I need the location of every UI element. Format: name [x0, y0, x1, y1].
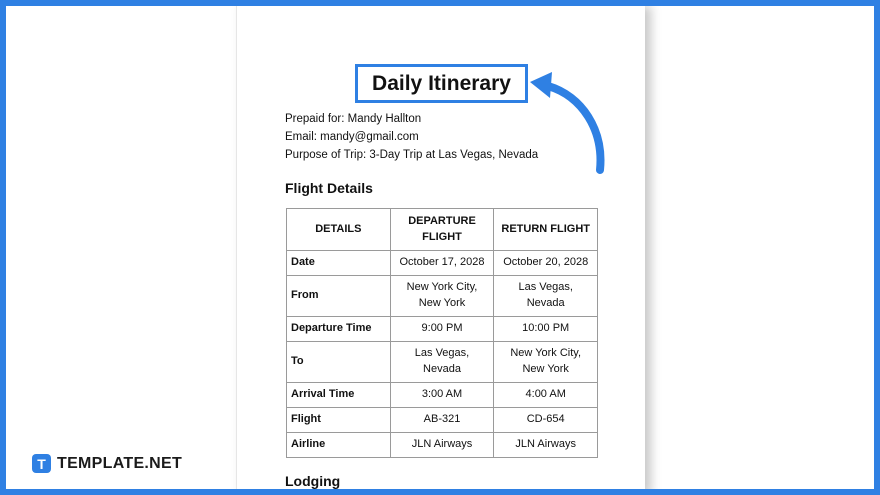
row-label: Arrival Time — [287, 383, 391, 408]
table-header-cell: RETURN FLIGHT — [494, 209, 598, 251]
template-net-logo — [32, 454, 182, 473]
purpose-line: Purpose of Trip: 3-Day Trip at Las Vegas, Nevada — [285, 149, 539, 161]
table-row — [287, 433, 598, 458]
lodging-heading: Lodging — [285, 473, 341, 489]
table-cell: 9:00 PM — [390, 317, 494, 342]
document-title: Daily Itinerary — [355, 64, 528, 103]
table-cell: 3:00 AM — [390, 383, 494, 408]
logo-text: TEMPLATE.NET — [57, 454, 183, 472]
table-header-cell: DEPARTURE FLIGHT — [390, 209, 494, 251]
row-label: From — [287, 276, 391, 317]
table-cell: CD-654 — [494, 408, 598, 433]
table-header-row — [287, 209, 598, 251]
row-label: Departure Time — [287, 317, 391, 342]
table-row — [287, 317, 598, 342]
flight-details-table — [286, 208, 598, 458]
row-label: Airline — [287, 433, 391, 458]
table-header-cell: DETAILS — [287, 209, 391, 251]
table-cell: JLN Airways — [390, 433, 494, 458]
row-label: Date — [287, 251, 391, 276]
table-cell: Las Vegas, Nevada — [390, 342, 494, 383]
row-label: Flight — [287, 408, 391, 433]
table-cell: Las Vegas, Nevada — [494, 276, 598, 317]
table-cell: October 20, 2028 — [494, 251, 598, 276]
table-cell: New York City, New York — [390, 276, 494, 317]
table-cell: AB-321 — [390, 408, 494, 433]
table-cell: JLN Airways — [494, 433, 598, 458]
row-label: To — [287, 342, 391, 383]
table-row — [287, 408, 598, 433]
logo-mark-icon: T — [32, 454, 51, 473]
flight-details-heading: Flight Details — [285, 180, 373, 196]
table-row — [287, 383, 598, 408]
table-cell: 4:00 AM — [494, 383, 598, 408]
table-row — [287, 276, 598, 317]
table-row — [287, 251, 598, 276]
table-cell: 10:00 PM — [494, 317, 598, 342]
table-row — [287, 342, 598, 383]
table-cell: New York City, New York — [494, 342, 598, 383]
email-line: Email: mandy@gmail.com — [285, 131, 419, 143]
curved-arrow-icon — [528, 70, 608, 175]
prepaid-for-line: Prepaid for: Mandy Hallton — [285, 113, 422, 125]
table-cell: October 17, 2028 — [390, 251, 494, 276]
